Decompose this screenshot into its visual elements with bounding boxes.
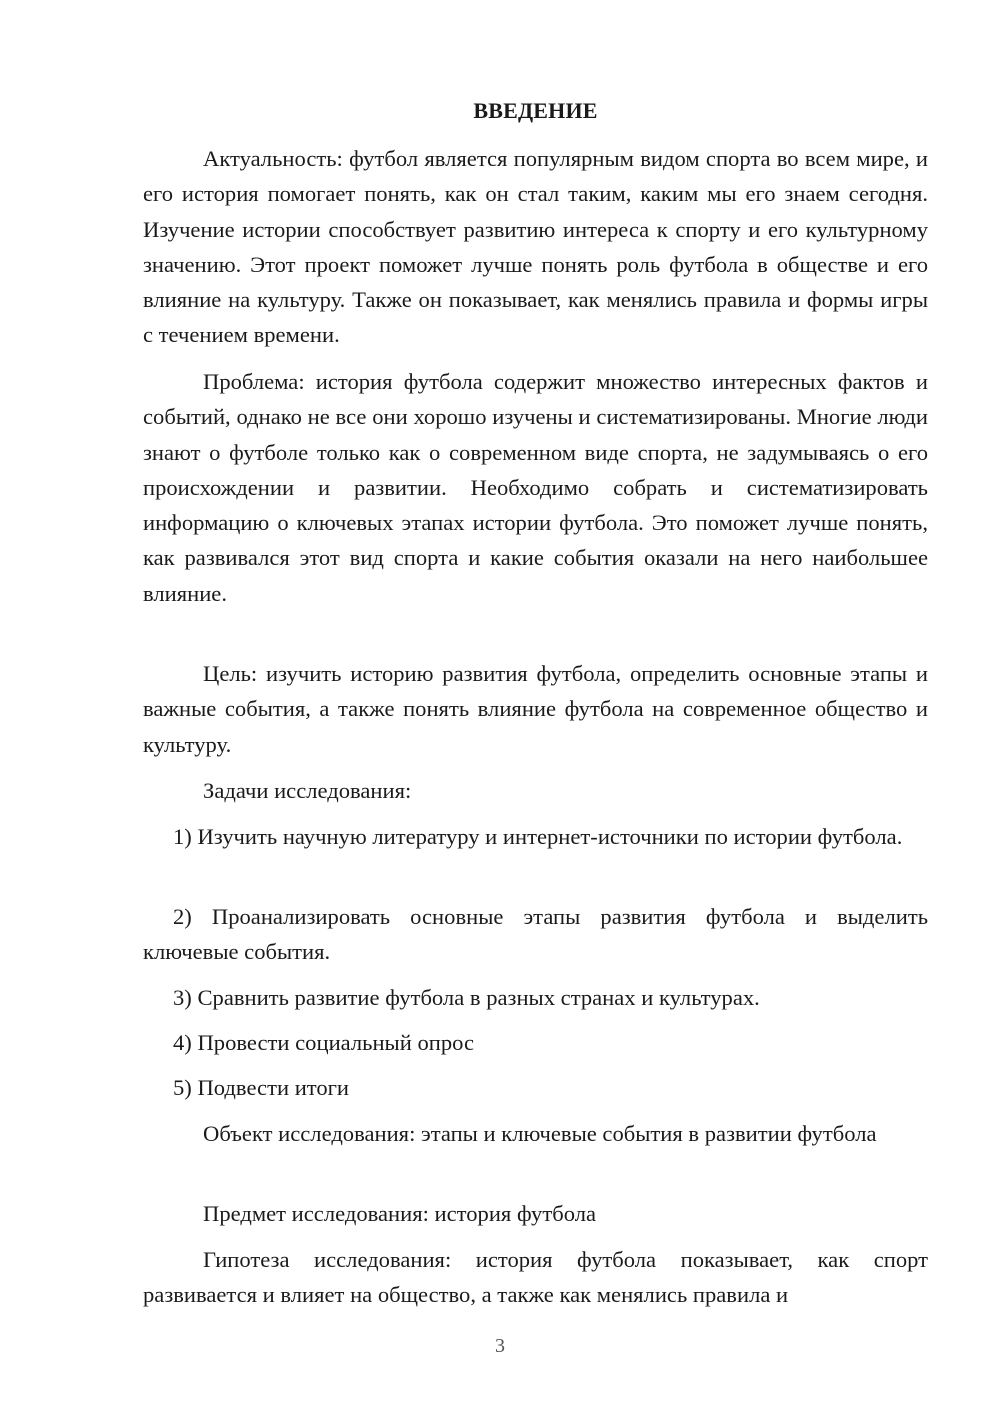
task-item-4: 4) Провести социальный опрос (173, 1030, 475, 1055)
paragraph-goal: Цель: изучить историю развития футбола, определить основные этапы и важные события, а также понять влияние футбола на современное общество и культуру. (143, 661, 928, 757)
task-item-5: 5) Подвести итоги (173, 1075, 350, 1100)
task-item-2: 2) Проанализировать основные этапы развития футбола и выделить ключевые события. (143, 904, 928, 965)
paragraph-relevance: Актуальность: футбол является популярным видом спорта во всем мире, и его история помогает понять, как он стал таким, каким мы его знаем сегодня. Изучение истории способствует развитию интереса к спорту и его культурному значению. Этот проект поможет лучше понять роль футбола в обществе и его влияние на культуру. Также он показывает, как менялись правила и формы игры с течением времени. (143, 146, 928, 348)
page-title: ВВЕДЕНИЕ (473, 98, 598, 123)
research-hypothesis: Гипотеза исследования: история футбола показывает, как спорт развивается и влияет на общество, а также как менялись правила и (143, 1247, 928, 1308)
research-subject: Предмет исследования: история футбола (203, 1201, 596, 1226)
tasks-heading: Задачи исследования: (203, 778, 412, 803)
task-item-1: 1) Изучить научную литературу и интернет-источники по истории футбола. (173, 824, 903, 849)
paragraph-problem: Проблема: история футбола содержит множество интересных фактов и событий, однако не все они хорошо изучены и систематизированы. Многие люди знают о футболе только как о современном виде спорта, не задумываясь о его происхождении и развитии. Необходимо собрать и систематизировать информацию о ключевых этапах истории футбола. Это поможет лучше понять, как развивался этот вид спорта и какие события оказали на него наибольшее влияние. (143, 369, 928, 606)
task-item-3: 3) Сравнить развитие футбола в разных странах и культурах. (173, 985, 760, 1010)
page-number: 3 (495, 1335, 505, 1357)
research-object: Объект исследования: этапы и ключевые события в развитии футбола (203, 1121, 877, 1146)
